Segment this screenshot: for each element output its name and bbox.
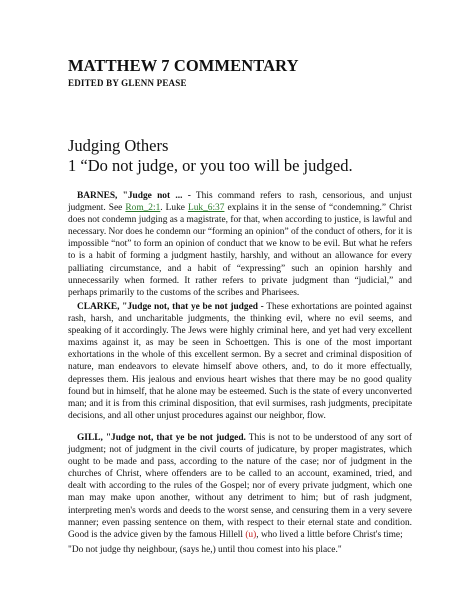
document-editor: EDITED BY GLENN PEASE: [68, 78, 187, 88]
clarke-text: These exhortations are pointed against rash, harsh, and uncharitable judgments, the thinking evil, where no evil seems, and speaking of it accordingly. The Jews were highly criminal here, and yet had very excellent maxims against it, as may be seen in Schoettgen. This is one of the most important exhortations in the whole of this excellent sermon. By a secret and criminal disposition of nature, man endeavors to elevate himself above others, and, to do it more effectually, depresses them. His jealous and envious heart wishes that there may be no good quality found but in himself, that he alone may be esteemed. Such is the state of every unconverted man; and it is from this criminal disposition, that evil surmises, rash judgments, precipitate decisions, and all other unjust procedures against our neighbor, flow.: [68, 302, 412, 421]
hillell-quote: "Do not judge thy neighbour, (says he,) until thou comest into his place.": [68, 545, 342, 555]
gill-commentary: [68, 432, 412, 541]
barnes-commentary: [68, 190, 412, 299]
barnes-lead: BARNES, "Judge not ... -: [77, 191, 191, 201]
gill-text-2: , who lived a little before Christ's time;: [256, 529, 403, 540]
clarke-paragraph: [68, 301, 412, 422]
verse-text: 1 “Do not judge, or you too will be judged.: [68, 156, 353, 175]
barnes-paragraph: [68, 190, 412, 299]
barnes-text-2: . Luke: [160, 203, 188, 214]
barnes-text-1: This command refers to rash, censorious, and unjust judgment. See: [68, 191, 412, 214]
footnote-marker-link[interactable]: (u): [245, 529, 257, 540]
gill-lead: GILL, "Judge not, that ye be not judged.: [77, 433, 246, 443]
section-title: Judging Others: [68, 136, 169, 155]
luke-reference-link[interactable]: Luk_6:37: [187, 203, 225, 214]
clarke-commentary: [68, 301, 412, 422]
document-title: MATTHEW 7 COMMENTARY: [68, 56, 299, 75]
barnes-text-3: explains it in the sense of “condemning.” Christ does not condemn judging as a magistrate, for that, when according to justice, is lawful and necessary. Nor does he condemn our “forming an opinion” of the conduct of others, for it is impossible “not” to form an opinion of conduct that we know to be evil. But what he refers to is a habit of forming a judgment hastily, harshly, and without an allowance for every palliating circumstance, and a habit of “expressing” such an opinion harshly and unnecessarily when formed. It rather refers to private judgment than “judicial,” and perhaps primarily to the customs of the scribes and Pharisees.: [68, 203, 412, 298]
gill-text-1: This is not to be understood of any sort of judgment; not of judgment in the civil courts of judicature, by proper magistrates, which ought to be made and pass, according to the nature of the case; nor of judgment in the churches of Christ, where offenders are to be called to an account, examined, tried, and dealt with according to the rules of the Gospel; nor of every private judgment, which one man may make upon another, without any detriment to him; but of rash judgment, interpreting men's words and deeds to the worst sense, and censuring them in a very severe manner; even passing sentence on them, with respect to their eternal state and condition. Good is the advice given by the famous Hillell: [68, 433, 412, 540]
clarke-lead: CLARKE, "Judge not, that ye be not judged -: [77, 302, 264, 312]
gill-paragraph: [68, 432, 412, 541]
section-heading: [68, 136, 458, 176]
romans-reference-link[interactable]: Rom_2:1: [125, 203, 161, 214]
